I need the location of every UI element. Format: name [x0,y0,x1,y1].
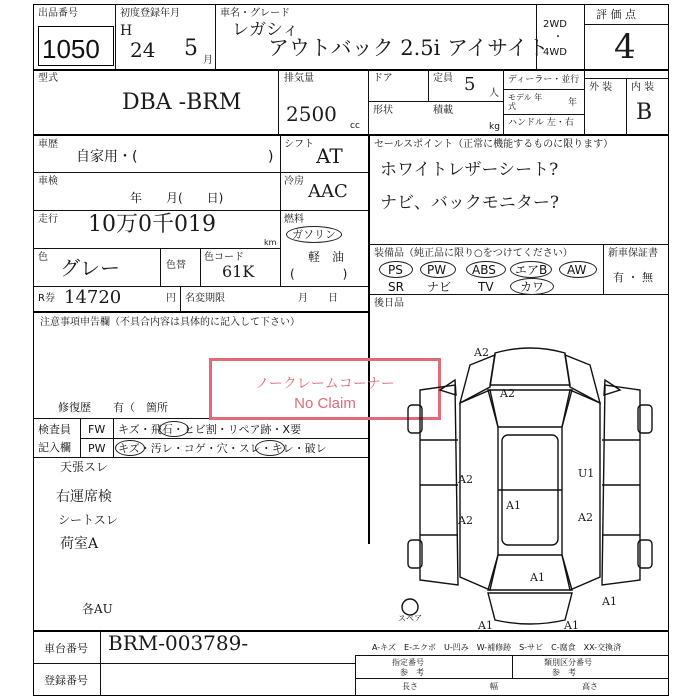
divider [200,248,201,286]
length-label: 長さ [402,682,418,691]
fw-label: FW [88,423,106,436]
pw-label: PW [88,442,106,455]
year-unit: 年 [568,98,578,108]
divider [503,89,584,90]
ac-label: 冷房 [284,176,304,187]
warranty-label: 新車保証書 [608,248,658,259]
hand-note-3: シートスレ [58,513,118,527]
divider [33,457,368,458]
damage-mark-u1-right: U1 [578,467,595,480]
drive-2wd: 2WD [543,19,567,30]
fuel-diesel: 軽 油 [308,250,345,264]
equip-navi: ナビ [427,280,452,294]
divider [503,114,584,115]
divider [355,678,669,679]
grade: アウトバック 2.5i アイサイト [268,36,549,60]
hand-note-1: 天張スレ [60,460,109,474]
inspector-label-1: 検査員 [38,423,71,436]
divider [80,438,368,439]
score: 4 [614,27,636,67]
shift-label: シフト [284,139,314,150]
sales-label: セールスポイント（正常に機能するものに限ります） [374,139,614,150]
exterior-label: 外 装 [589,82,613,93]
color-code: 61K [222,262,255,281]
damage-mark-a1-side: A1 [602,595,617,608]
divider [626,78,627,135]
model-year-label: モデル 年式 [508,93,543,111]
damage-mark-a2-right-rear: A2 [578,511,593,524]
equip-pw: PW [427,263,447,277]
fuel-label: 燃料 [284,214,304,225]
damage-mark-a2-left: A2 [458,473,473,486]
divider [33,134,669,136]
equip-abs: ABS [472,263,496,277]
claim-line1: ノークレームコーナー [255,375,395,391]
damage-mark-a1-roof: A1 [506,499,521,512]
color: グレー [60,256,120,280]
inspection-fields: 年 月( 日) [130,191,224,205]
km-unit: km [264,238,277,247]
handle-label: ハンドル 左・右 [508,118,574,128]
equip-aw: AW [567,263,587,277]
divider [603,244,604,294]
width-label: 幅 [490,682,498,691]
era: H [120,23,133,39]
lot-number: 1050 [42,34,100,64]
divider [584,78,669,79]
warranty-options: 有 ・ 無 [613,271,653,284]
declaration-label: 注意事項申告欄（不具合内容は具体的に記入して下さい） [40,317,300,328]
equip-leather: カワ [520,280,545,294]
load-label: 積載 [433,105,453,116]
height-label: 高さ [582,682,598,691]
car-name: レガシィ [232,20,299,40]
shift: AT [316,144,343,168]
divider [428,69,429,101]
divider [503,69,504,135]
equip-pw-circle [420,261,456,278]
mileage-label: 走行 [38,214,58,225]
divider [368,101,503,102]
first-reg-year: 24 [130,38,156,62]
damage-mark-a2-top: A2 [474,346,489,359]
category-label: 類別区分番号 [544,658,592,667]
drive-dot: ・ [553,32,563,43]
divider [33,248,280,249]
color-change-label: 色替 [166,260,186,271]
yen-unit: 円 [166,293,176,304]
interior-label: 内 装 [631,82,655,93]
equip-sr: SR [388,280,404,294]
car-damage-diagram [400,345,660,630]
first-reg-month: 5 [184,36,198,61]
sales-line1: ホワイトレザーシート? [380,160,559,180]
interior-grade: B [636,100,653,125]
fw-items: キズ・飛石・ヒビ割・リペア跡・X要 [118,423,302,436]
divider [368,294,669,295]
repair-label: 修復歴 有（ 箇所 [58,401,168,414]
equip-airbag: エアB [515,263,548,277]
fw-circle [159,421,189,437]
claim-line2: No Claim [294,395,356,412]
equip-leather-circle [510,278,554,295]
color-label: 色 [38,252,48,263]
fuel-paren: ( ) [290,267,348,281]
damage-mark-a1-bumper-left: A1 [478,619,493,632]
lot-label: 出品番号 [38,8,78,19]
category-ref: 参 考 [552,668,576,677]
history-close: ) [268,149,274,165]
person-unit: 人 [489,88,499,99]
divider [33,210,368,211]
fuel-gasoline-circle [286,226,342,243]
hand-note-4: 荷室A [60,536,99,552]
equip-ps: PS [388,263,403,277]
damage-mark-a2-left-rear: A2 [458,514,473,527]
divider [355,655,356,696]
drive-4wd: 4WD [543,47,567,58]
model: DBA -BRM [122,90,242,115]
spare-label: スペア [398,614,422,623]
recycle-label: R券 [38,293,55,304]
name-change-fields: 月 日 [298,293,338,304]
recycle: 14720 [64,287,122,308]
capacity-label: 定員 [433,73,453,84]
history-value: 自家用・( [76,149,138,165]
displacement: 2500 [286,102,337,126]
equip-tv: TV [478,280,494,294]
divider [80,418,81,457]
equip-airbag-circle [510,261,552,278]
month-unit: 月 [203,55,213,66]
equip-abs-circle [466,261,506,278]
registration-label: 登録番号 [44,674,88,687]
cc-unit: cc [350,121,360,131]
divider [512,655,513,678]
score-label: 評 価 点 [596,8,636,21]
shape-label: 形状 [373,105,393,116]
inspection-label: 車検 [38,176,58,187]
equip-aw-circle [559,261,597,278]
damage-mark-a1-rear: A1 [530,571,545,584]
damage-mark-a2-hood: A2 [500,387,515,400]
divider [368,69,369,135]
mileage: 10万0千019 [88,212,216,237]
model-label: 型式 [38,73,58,84]
rear-seat-label: 後日品 [374,298,404,309]
damage-legend: A-キズ E-エクボ U-凹み W-補修跡 S-サビ C-腐食 XX-交換済 [372,643,622,652]
divider [215,4,216,69]
damage-mark-a1-bumper-right: A1 [564,619,579,632]
divider [100,630,101,696]
dealer-label: ディーラー・並行 [508,75,580,85]
divider [368,244,669,245]
history-label: 車歴 [38,139,58,150]
capacity: 5 [464,74,476,95]
fuel-gasoline: ガソリン [292,228,336,241]
divider [115,4,116,69]
first-reg-label: 初度登録年月 [120,8,180,19]
kg-unit: kg [489,122,500,132]
pw-circle-2 [255,440,285,456]
divider [33,663,355,664]
displacement-label: 排気量 [284,73,314,84]
equip-ps-circle [379,261,413,278]
ac: AAC [308,181,348,202]
divider [584,24,669,25]
chassis-number: BRM-003789- [108,631,249,655]
divider [113,418,114,457]
sales-line2: ナビ、バックモニター? [380,193,559,213]
designation-ref: 参 考 [400,668,424,677]
divider [33,172,368,173]
divider [278,69,279,135]
pw-circle-1 [115,440,145,456]
divider [180,286,181,311]
pw-items: キズ・汚レ・コゲ・穴・スレ・キレ・破レ [118,442,327,455]
hand-note-5: 各AU [82,602,113,616]
doors-label: ドア [373,73,393,84]
name-label: 車名・グレード [220,8,290,19]
hand-note-2: 右運席検 [56,489,112,505]
inspector-label-2: 記入欄 [38,441,71,454]
divider [368,134,370,544]
chassis-label: 車台番号 [44,642,88,655]
divider [33,69,669,71]
name-change-label: 名変期限 [185,293,225,304]
color-code-label: 色コード [204,252,244,263]
divider [160,248,161,286]
divider [33,311,368,313]
equipment-label: 装備品（純正品に限り○をつけてください） [374,248,573,259]
designation-label: 指定番号 [392,658,424,667]
